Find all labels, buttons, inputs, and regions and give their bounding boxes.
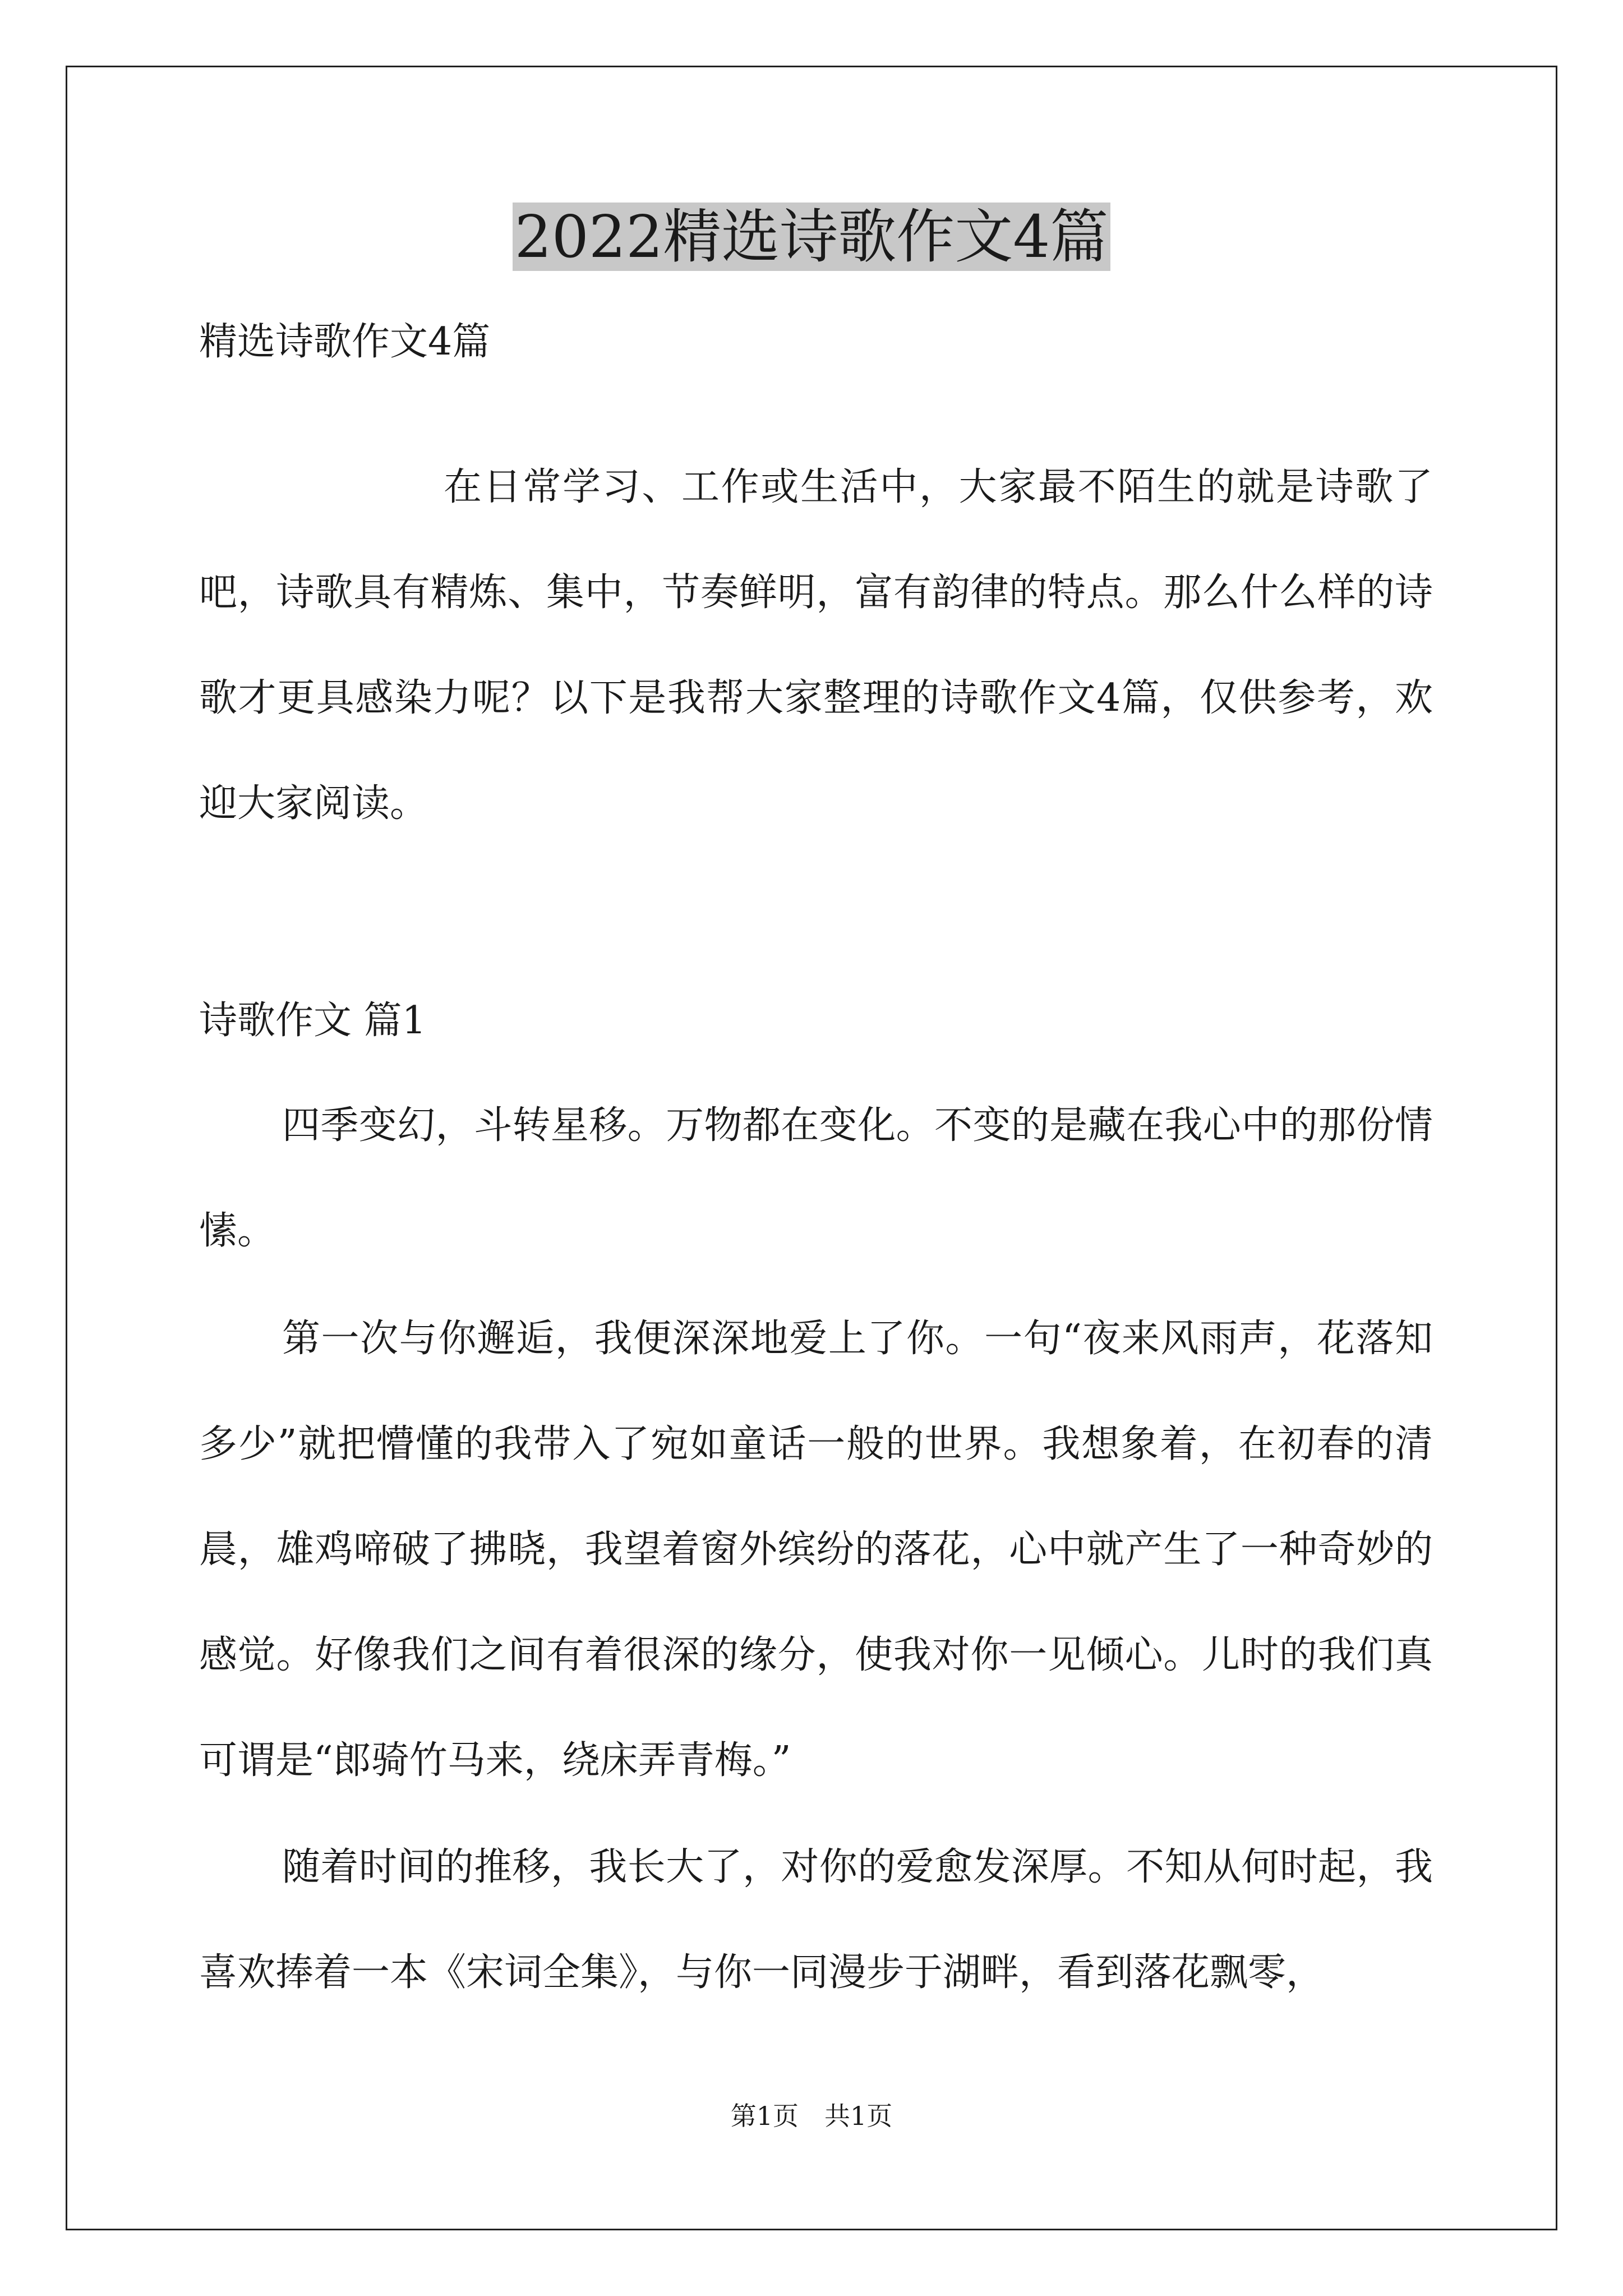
document-title (0, 197, 1623, 276)
page-footer: 第1页 共1页 (730, 2101, 893, 2131)
document-title-text: 2022精选诗歌作文4篇 (513, 203, 1111, 271)
intro-paragraph: 在日常学习、工作或生活中，大家最不陌生的就是诗歌了吧，诗歌具有精炼、集中，节奏鲜明，富有韵律的特点。那么什么样的诗歌才更具感染力呢？以下是我帮大家整理的诗歌作文4篇，仅供参考，欢迎大家阅读。 (199, 465, 1433, 826)
document-subtitle: 精选诗歌作文4篇 (199, 320, 491, 364)
body-paragraph: 四季变幻，斗转星移。万物都在变化。不变的是藏在我心中的那份情愫。 (199, 1103, 1433, 1253)
body-paragraph: 随着时间的推移，我长大了，对你的爱愈发深厚。不知从何时起，我喜欢捧着一本《宋词全集》，与你一同漫步于湖畔，看到落花飘零， (199, 1845, 1433, 1995)
section-heading: 诗歌作文 篇1 (199, 999, 426, 1043)
body-paragraph: 第一次与你邂逅，我便深深地爱上了你。一句“夜来风雨声，花落知多少”就把懵懂的我带入了宛如童话一般的世界。我想象着，在初春的清晨，雄鸡啼破了拂晓，我望着窗外缤纷的落花，心中就产生了一种奇妙的感觉。好像我们之间有着很深的缘分，使我对你一见倾心。儿时的我们真可谓是“郎骑竹马来，绕床弄青梅。” (199, 1317, 1433, 1783)
